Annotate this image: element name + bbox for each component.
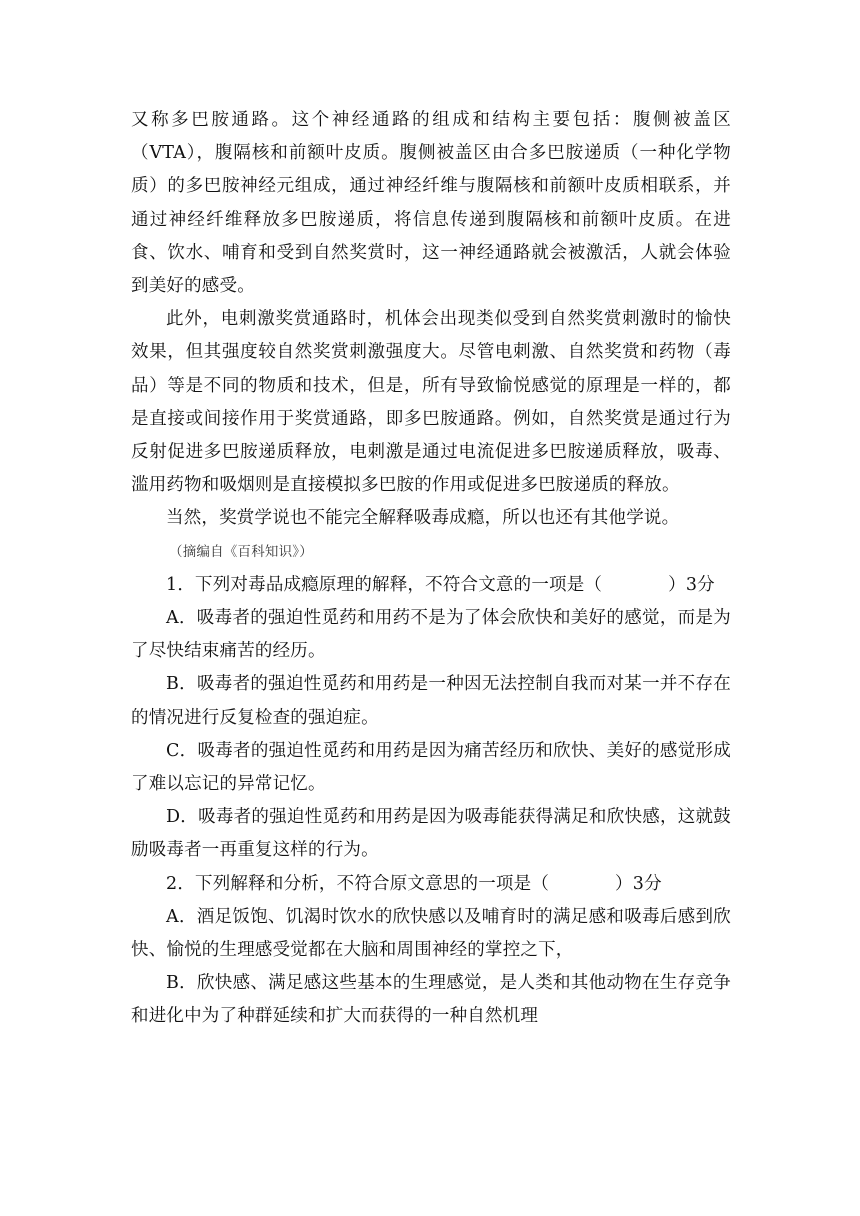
question-2-option-a: A．酒足饭饱、饥渴时饮水的欣快感以及哺育时的满足感和吸毒后感到欣快、愉悦的生理感受觉都在大脑和周围神经的掌控之下，: [131, 906, 731, 961]
article-paragraph-3: 当然，奖赏学说也不能完全解释吸毒成瘾，所以也还有其他学说。: [166, 508, 680, 529]
question-1-score: ）3分: [668, 574, 715, 595]
question-1-option-b: B．吸毒者的强迫性觅药和用药是一种因无法控制自我而对某一并不存在的情况进行反复检查的强迫症。: [131, 674, 731, 728]
article-source: （摘编自《百科知识》）: [169, 543, 313, 560]
question-1-option-a: A．吸毒者的强迫性觅药和用药不是为了体会欣快和美好的感觉，而是为了尽快结束痛苦的经历。: [131, 608, 731, 662]
question-1-option-c: C．吸毒者的强迫性觅药和用药是因为痛苦经历和欣快、美好的感觉形成了难以忘记的异常记忆。: [131, 740, 731, 795]
question-1-stem-text: 1．下列对毒品成瘾原理的解释，不符合文意的一项是（: [166, 574, 603, 595]
article-paragraph-1: 又称多巴胺通路。这个神经通路的组成和结构主要包括：腹侧被盖区（VTA），腹隔核和前额叶皮质。腹侧被盖区由合多巴胺递质（一种化学物质）的多巴胺神经元组成，通过神经纤维与腹隔核和前额叶皮质相联系，并通过神经纤维释放多巴胺递质，将信息传递到腹隔核和前额叶皮质。在进食、饮水、哺育和受到自然奖赏时，这一神经通路就会被激活，人就会体验到美好的感受。: [131, 110, 731, 297]
article-paragraph-2: 此外，电刺激奖赏通路时，机体会出现类似受到自然奖赏刺激时的愉快效果，但其强度较自然奖赏刺激强度大。尽管电刺激、自然奖赏和药物（毒品）等是不同的物质和技术，但是，所有导致愉悦感觉的原理是一样的，都是直接或间接作用于奖赏通路，即多巴胺通路。例如，自然奖赏是通过行为反射促进多巴胺递质释放，电刺激是通过电流促进多巴胺递质释放，吸毒、滥用药物和吸烟则是直接模拟多巴胺的作用或促进多巴胺递质的释放。: [131, 309, 731, 496]
question-2-stem: [131, 868, 731, 901]
question-2-option-b: B．欣快感、满足感这些基本的生理感觉，是人类和其他动物在生存竞争和进化中为了种群延续和扩大而获得的一种自然机理: [131, 973, 731, 1027]
question-1-stem: [131, 569, 731, 602]
question-1-option-d: D．吸毒者的强迫性觅药和用药是因为吸毒能获得满足和欣快感，这就鼓励吸毒者一再重复这样的行为。: [131, 807, 731, 861]
question-2-score: ）3分: [615, 873, 662, 894]
question-2-stem-text: 2．下列解释和分析，不符合原文意思的一项是（: [166, 873, 550, 894]
document-body: [131, 104, 731, 1034]
